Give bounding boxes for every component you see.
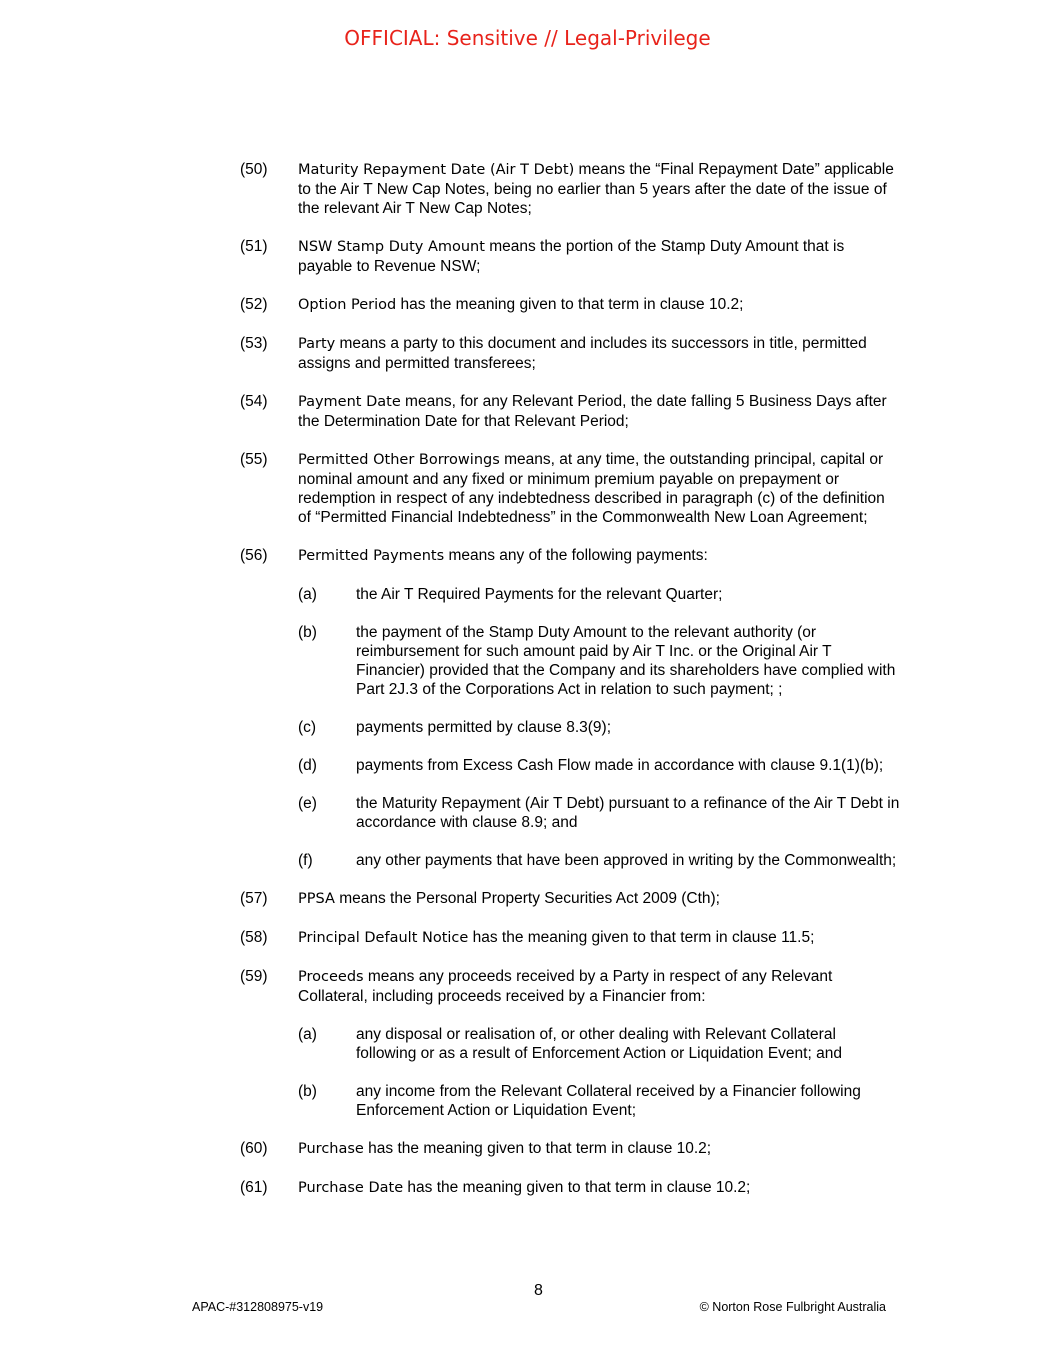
defined-term: PPSA: [298, 891, 335, 907]
definition-text: means the Personal Property Securities Act 2009 (Cth);: [334, 890, 720, 907]
sub-paragraph-number: (a): [298, 586, 317, 603]
definition-item: [240, 160, 900, 218]
definition-text: means, at any time, the outstanding principal, capital or nominal amount and any fixed or minimum premium payable on prepayment or redemption in respect of any indebtedness described in paragraph (c) of the definition of “Permitted Financial Indebtedness” in the Commonwealth New Loan Agreement;: [298, 451, 885, 526]
definition-number: (61): [240, 1179, 268, 1196]
defined-term: Payment Date: [298, 394, 401, 410]
definition-number: (50): [240, 161, 268, 178]
sub-paragraph-text: the Air T Required Payments for the relevant Quarter;: [356, 586, 723, 603]
sub-paragraph: [298, 718, 900, 737]
definition-text: has the meaning given to that term in clause 10.2;: [396, 296, 744, 313]
definition-number: (59): [240, 968, 268, 985]
sub-paragraph-text: payments from Excess Cash Flow made in accordance with clause 9.1(1)(b);: [356, 757, 884, 774]
sub-paragraph-number: (b): [298, 1083, 317, 1100]
definitions-list: [240, 160, 900, 1198]
definition-item: [240, 295, 900, 315]
definition-text: has the meaning given to that term in clause 10.2;: [363, 1140, 712, 1157]
sub-paragraph-number: (e): [298, 795, 317, 812]
defined-term: NSW Stamp Duty Amount: [298, 239, 485, 255]
sub-paragraph: [298, 1082, 900, 1120]
sub-paragraph: [298, 756, 900, 775]
sub-paragraph: [298, 1025, 900, 1063]
defined-term: Permitted Payments: [298, 548, 445, 564]
definition-text: means the “Final Repayment Date” applicable to the Air T New Cap Notes, being no earlier than 5 years after the date of the issue of the relevant Air T New Cap Notes;: [298, 161, 894, 217]
definition-number: (56): [240, 547, 268, 564]
sub-paragraph-text: any other payments that have been approved in writing by the Commonwealth;: [356, 852, 897, 869]
definition-item: [240, 334, 900, 373]
defined-term: Purchase: [298, 1141, 364, 1157]
sub-paragraph-number: (a): [298, 1026, 317, 1043]
defined-term: Maturity Repayment Date (Air T Debt): [298, 162, 575, 178]
sub-paragraph-number: (d): [298, 757, 317, 774]
definition-number: (54): [240, 393, 268, 410]
definition-item: [240, 392, 900, 431]
defined-term: Proceeds: [298, 969, 364, 985]
definition-number: (53): [240, 335, 268, 352]
defined-term: Option Period: [298, 297, 397, 313]
definition-number: (52): [240, 296, 268, 313]
definition-item: [240, 546, 900, 870]
document-id: APAC-#312808975-v19: [192, 1300, 324, 1314]
definition-text: has the meaning given to that term in clause 11.5;: [468, 929, 815, 946]
page-number: 8: [534, 1282, 543, 1299]
definition-text: means a party to this document and includes its successors in title, permitted assigns and permitted transferees;: [298, 335, 867, 372]
sub-paragraph-text: the Maturity Repayment (Air T Debt) pursuant to a refinance of the Air T Debt in accordance with clause 8.9; and: [356, 795, 900, 831]
definition-text: has the meaning given to that term in clause 10.2;: [403, 1179, 751, 1196]
definition-number: (51): [240, 238, 268, 255]
definition-item: [240, 1139, 900, 1159]
definition-text: means the portion of the Stamp Duty Amount that is payable to Revenue NSW;: [298, 238, 845, 275]
sub-paragraph-text: the payment of the Stamp Duty Amount to the relevant authority (or reimbursement for such amount paid by Air T Inc. or the Original Air T Financier) provided that the Company and its shareholders have complied with Part 2J.3 of the Corporations Act in relation to such payment; ;: [356, 624, 896, 698]
definition-item: [240, 450, 900, 527]
defined-term: Principal Default Notice: [298, 930, 469, 946]
copyright-notice: © Norton Rose Fulbright Australia: [699, 1300, 886, 1314]
definition-number: (58): [240, 929, 268, 946]
defined-term: Purchase Date: [298, 1180, 404, 1196]
definition-number: (55): [240, 451, 268, 468]
definition-item: [240, 1178, 900, 1198]
sub-paragraph-number: (f): [298, 852, 313, 869]
defined-term: Permitted Other Borrowings: [298, 452, 500, 468]
definition-text: means, for any Relevant Period, the date falling 5 Business Days after the Determination Date for that Relevant Period;: [298, 393, 887, 430]
sub-paragraph-text: payments permitted by clause 8.3(9);: [356, 719, 612, 736]
sub-paragraph: [298, 585, 900, 604]
sub-paragraph-text: any disposal or realisation of, or other dealing with Relevant Collateral following or as a result of Enforcement Action or Liquidation Event; and: [356, 1026, 842, 1062]
sub-paragraph-number: (b): [298, 624, 317, 641]
defined-term: Party: [298, 336, 336, 352]
sub-paragraph-text: any income from the Relevant Collateral received by a Financier following Enforcement Action or Liquidation Event;: [356, 1083, 861, 1119]
definition-text: means any proceeds received by a Party in respect of any Relevant Collateral, including proceeds received by a Financier from:: [298, 968, 833, 1005]
definition-number: (60): [240, 1140, 268, 1157]
sub-paragraph: [298, 623, 900, 699]
definition-number: (57): [240, 890, 268, 907]
definition-item: [240, 967, 900, 1120]
sub-paragraph-number: (c): [298, 719, 317, 736]
sub-paragraph: [298, 794, 900, 832]
definition-text: means any of the following payments:: [444, 547, 708, 564]
definition-item: [240, 237, 900, 276]
definition-item: [240, 928, 900, 948]
sub-paragraph: [298, 851, 900, 870]
definition-item: [240, 889, 900, 909]
classification-marking: OFFICIAL: Sensitive // Legal-Privilege: [344, 26, 711, 50]
